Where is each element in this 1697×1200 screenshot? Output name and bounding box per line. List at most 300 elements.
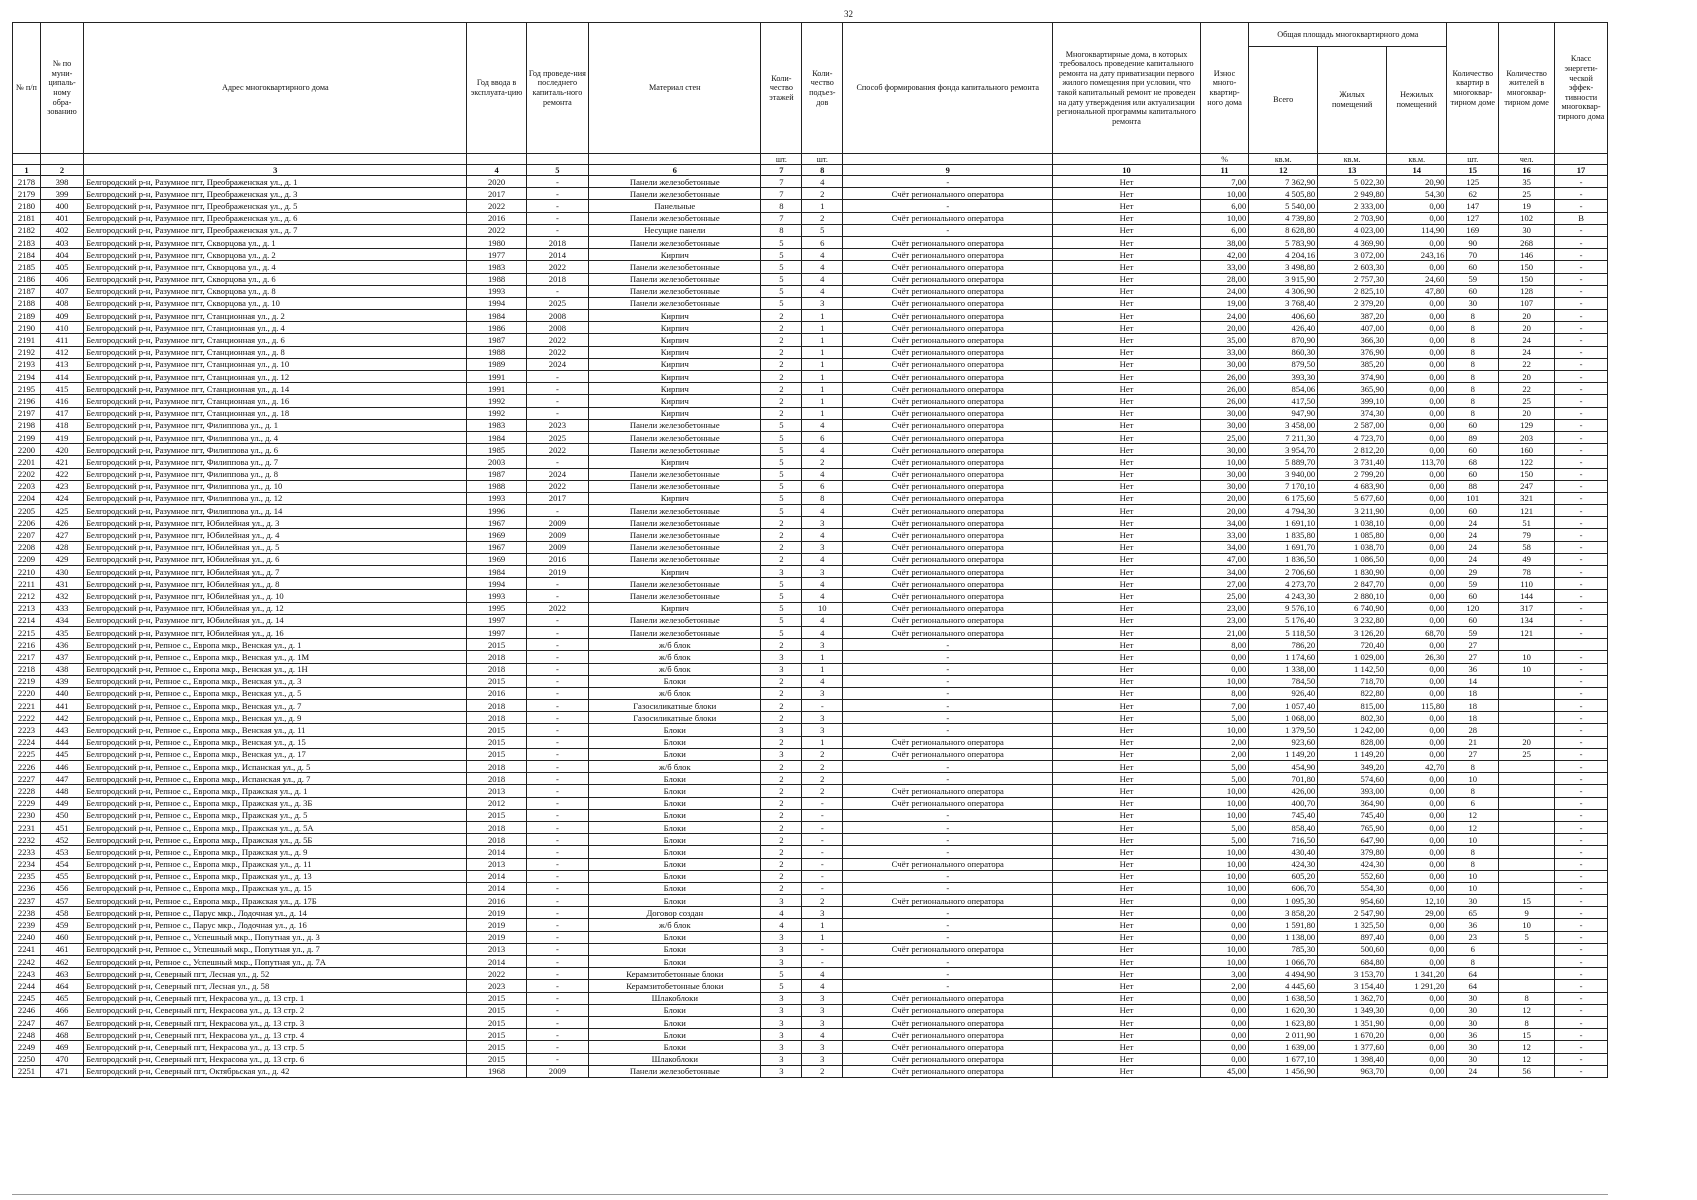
cell-wear: 8,00 [1200, 687, 1248, 699]
cell-row-num: 2205 [13, 505, 41, 517]
cell-row-num: 2220 [13, 687, 41, 699]
cell-floors: 2 [761, 809, 802, 821]
cell-year-built: 1980 [467, 236, 526, 248]
cell-floors: 2 [761, 761, 802, 773]
cell-year-repair: - [526, 834, 588, 846]
cell-energy-class: - [1555, 1053, 1608, 1065]
cell-area-living: 897,40 [1318, 931, 1387, 943]
cell-repair-required: Нет [1053, 761, 1201, 773]
cell-area-total: 605,20 [1249, 870, 1318, 882]
table-row [13, 541, 1608, 553]
cell-area-total: 1 620,30 [1249, 1004, 1318, 1016]
cell-municipal-num: 438 [41, 663, 84, 675]
cell-area-living: 2 825,10 [1318, 285, 1387, 297]
cell-municipal-num: 398 [41, 176, 84, 188]
cell-area-total: 854,06 [1249, 383, 1318, 395]
cell-residents [1499, 834, 1555, 846]
cell-wear: 8,00 [1200, 639, 1248, 651]
cell-area-living: 3 211,90 [1318, 505, 1387, 517]
cell-wall-material: Блоки [589, 858, 761, 870]
cell-energy-class: - [1555, 895, 1608, 907]
cell-row-num: 2224 [13, 736, 41, 748]
cell-residents: 144 [1499, 590, 1555, 602]
cell-area-total: 7 170,10 [1249, 480, 1318, 492]
cell-row-num: 2203 [13, 480, 41, 492]
cell-wear: 21,00 [1200, 626, 1248, 638]
cell-energy-class: - [1555, 297, 1608, 309]
column-number: 2 [41, 165, 84, 176]
cell-wall-material: Блоки [589, 736, 761, 748]
cell-entrances: - [802, 700, 843, 712]
cell-fund-method: - [843, 176, 1053, 188]
cell-wall-material: Панельные [589, 200, 761, 212]
header-floors: Коли-чество этажей [761, 23, 802, 154]
cell-municipal-num: 419 [41, 431, 84, 443]
cell-year-built: 1991 [467, 371, 526, 383]
cell-area-living: 1 830,90 [1318, 566, 1387, 578]
cell-fund-method: - [843, 761, 1053, 773]
cell-residents [1499, 724, 1555, 736]
cell-year-repair: 2009 [526, 1065, 588, 1077]
cell-area-living: 407,00 [1318, 322, 1387, 334]
table-row [13, 700, 1608, 712]
cell-year-repair: 2014 [526, 249, 588, 261]
cell-municipal-num: 429 [41, 553, 84, 565]
cell-energy-class: - [1555, 675, 1608, 687]
cell-repair-required: Нет [1053, 980, 1201, 992]
table-row [13, 919, 1608, 931]
cell-fund-method: Счёт регионального оператора [843, 943, 1053, 955]
cell-energy-class: - [1555, 809, 1608, 821]
cell-residents: 20 [1499, 322, 1555, 334]
cell-area-nonliving: 0,00 [1387, 468, 1447, 480]
cell-wall-material: Панели железобетонные [589, 297, 761, 309]
cell-energy-class: - [1555, 456, 1608, 468]
table-row [13, 626, 1608, 638]
cell-wall-material: Кирпич [589, 322, 761, 334]
cell-apartments: 24 [1447, 553, 1499, 565]
cell-wear: 47,00 [1200, 553, 1248, 565]
cell-apartments: 101 [1447, 492, 1499, 504]
cell-row-num: 2242 [13, 956, 41, 968]
header-municipal-num: № по муни-ципаль-ному обра-зованию [41, 23, 84, 154]
cell-entrances: 1 [802, 310, 843, 322]
cell-apartments: 23 [1447, 931, 1499, 943]
cell-year-built: 2013 [467, 858, 526, 870]
cell-area-nonliving: 0,00 [1387, 212, 1447, 224]
cell-row-num: 2186 [13, 273, 41, 285]
cell-municipal-num: 399 [41, 188, 84, 200]
cell-wear: 0,00 [1200, 931, 1248, 943]
cell-year-repair: 2022 [526, 480, 588, 492]
cell-residents: 268 [1499, 236, 1555, 248]
cell-energy-class: - [1555, 724, 1608, 736]
cell-area-nonliving: 0,00 [1387, 663, 1447, 675]
cell-area-living: 554,30 [1318, 882, 1387, 894]
cell-floors: 5 [761, 456, 802, 468]
cell-year-repair: - [526, 456, 588, 468]
cell-wear: 10,00 [1200, 188, 1248, 200]
cell-fund-method: Счёт регионального оператора [843, 748, 1053, 760]
cell-year-built: 1994 [467, 297, 526, 309]
cell-repair-required: Нет [1053, 1029, 1201, 1041]
cell-entrances: 3 [802, 639, 843, 651]
cell-wall-material: Блоки [589, 724, 761, 736]
cell-apartments: 36 [1447, 663, 1499, 675]
cell-repair-required: Нет [1053, 773, 1201, 785]
cell-wall-material: Шлакоблоки [589, 992, 761, 1004]
cell-repair-required: Нет [1053, 261, 1201, 273]
cell-year-repair: - [526, 1041, 588, 1053]
cell-energy-class: - [1555, 578, 1608, 590]
cell-wall-material: Кирпич [589, 249, 761, 261]
cell-year-built: 2022 [467, 224, 526, 236]
cell-apartments: 8 [1447, 761, 1499, 773]
cell-row-num: 2193 [13, 358, 41, 370]
cell-residents: 121 [1499, 505, 1555, 517]
cell-area-total: 947,90 [1249, 407, 1318, 419]
cell-area-nonliving: 0,00 [1387, 602, 1447, 614]
cell-area-living: 822,80 [1318, 687, 1387, 699]
cell-row-num: 2249 [13, 1041, 41, 1053]
cell-fund-method: Счёт регионального оператора [843, 383, 1053, 395]
column-number: 11 [1200, 165, 1248, 176]
cell-area-nonliving: 0,00 [1387, 578, 1447, 590]
cell-apartments: 65 [1447, 907, 1499, 919]
cell-area-total: 4 494,90 [1249, 968, 1318, 980]
cell-floors: 3 [761, 724, 802, 736]
cell-residents: 8 [1499, 992, 1555, 1004]
cell-municipal-num: 434 [41, 614, 84, 626]
cell-address: Белгородский р-н, Репное с., Европа мкр., Пражская ул., д. 1 [84, 785, 467, 797]
cell-repair-required: Нет [1053, 1041, 1201, 1053]
cell-row-num: 2223 [13, 724, 41, 736]
table-row [13, 188, 1608, 200]
cell-fund-method: Счёт регионального оператора [843, 1029, 1053, 1041]
cell-fund-method: Счёт регионального оператора [843, 614, 1053, 626]
cell-apartments: 60 [1447, 285, 1499, 297]
cell-area-living: 552,60 [1318, 870, 1387, 882]
cell-apartments: 12 [1447, 809, 1499, 821]
cell-year-repair: 2022 [526, 444, 588, 456]
cell-entrances: 3 [802, 712, 843, 724]
table-row [13, 834, 1608, 846]
cell-energy-class: - [1555, 236, 1608, 248]
cell-year-built: 2018 [467, 700, 526, 712]
cell-energy-class: - [1555, 785, 1608, 797]
table-row [13, 346, 1608, 358]
cell-fund-method: - [843, 712, 1053, 724]
cell-year-built: 2015 [467, 1004, 526, 1016]
cell-floors: 3 [761, 992, 802, 1004]
cell-wall-material: Панели железобетонные [589, 578, 761, 590]
table-row [13, 639, 1608, 651]
cell-wear: 26,00 [1200, 395, 1248, 407]
cell-address: Белгородский р-н, Репное с., Европа мкр., Пражская ул., д. 15 [84, 882, 467, 894]
cell-apartments: 21 [1447, 736, 1499, 748]
cell-area-nonliving: 54,30 [1387, 188, 1447, 200]
table-row [13, 1004, 1608, 1016]
cell-fund-method: - [843, 773, 1053, 785]
cell-repair-required: Нет [1053, 712, 1201, 724]
cell-repair-required: Нет [1053, 249, 1201, 261]
cell-residents: 51 [1499, 517, 1555, 529]
cell-wall-material: ж/б блок [589, 639, 761, 651]
cell-address: Белгородский р-н, Разумное пгт, Филиппова ул., д. 6 [84, 444, 467, 456]
cell-fund-method: Счёт регионального оператора [843, 1016, 1053, 1028]
cell-year-repair: - [526, 992, 588, 1004]
cell-address: Белгородский р-н, Разумное пгт, Скворцова ул., д. 2 [84, 249, 467, 261]
cell-fund-method: Счёт регионального оператора [843, 371, 1053, 383]
cell-fund-method: Счёт регионального оператора [843, 322, 1053, 334]
cell-year-built: 2018 [467, 663, 526, 675]
cell-address: Белгородский р-н, Разумное пгт, Станционная ул., д. 8 [84, 346, 467, 358]
cell-year-repair: - [526, 1029, 588, 1041]
cell-energy-class: - [1555, 748, 1608, 760]
cell-area-nonliving: 0,00 [1387, 931, 1447, 943]
cell-wear: 7,00 [1200, 700, 1248, 712]
cell-wear: 10,00 [1200, 882, 1248, 894]
cell-year-built: 2022 [467, 200, 526, 212]
cell-wall-material: ж/б блок [589, 651, 761, 663]
cell-residents: 150 [1499, 261, 1555, 273]
cell-year-repair: - [526, 1004, 588, 1016]
cell-area-nonliving: 0,00 [1387, 541, 1447, 553]
cell-apartments: 60 [1447, 468, 1499, 480]
cell-area-living: 349,20 [1318, 761, 1387, 773]
cell-area-living: 5 022,30 [1318, 176, 1387, 188]
table-row [13, 614, 1608, 626]
cell-row-num: 2230 [13, 809, 41, 821]
cell-wear: 10,00 [1200, 956, 1248, 968]
cell-area-total: 5 118,50 [1249, 626, 1318, 638]
header-area-living: Жилых помещений [1318, 47, 1387, 154]
cell-address: Белгородский р-н, Репное с., Европа мкр., Венская ул., д. 17 [84, 748, 467, 760]
cell-wear: 10,00 [1200, 846, 1248, 858]
cell-wall-material: Панели железобетонные [589, 517, 761, 529]
cell-area-total: 7 362,90 [1249, 176, 1318, 188]
cell-row-num: 2211 [13, 578, 41, 590]
cell-apartments: 147 [1447, 200, 1499, 212]
cell-entrances: - [802, 956, 843, 968]
cell-address: Белгородский р-н, Разумное пгт, Филиппова ул., д. 1 [84, 419, 467, 431]
cell-area-total: 4 204,16 [1249, 249, 1318, 261]
cell-wear: 0,00 [1200, 651, 1248, 663]
cell-wear: 20,00 [1200, 322, 1248, 334]
cell-residents [1499, 785, 1555, 797]
cell-row-num: 2207 [13, 529, 41, 541]
cell-floors: 2 [761, 371, 802, 383]
cell-year-built: 2022 [467, 968, 526, 980]
cell-year-built: 2014 [467, 870, 526, 882]
cell-wear: 24,00 [1200, 285, 1248, 297]
cell-area-nonliving: 0,00 [1387, 882, 1447, 894]
cell-year-repair: - [526, 968, 588, 980]
cell-energy-class: - [1555, 773, 1608, 785]
cell-area-total: 1 835,80 [1249, 529, 1318, 541]
cell-row-num: 2182 [13, 224, 41, 236]
cell-row-num: 2240 [13, 931, 41, 943]
cell-area-nonliving: 0,00 [1387, 371, 1447, 383]
cell-year-repair: - [526, 176, 588, 188]
cell-residents [1499, 882, 1555, 894]
cell-residents: 19 [1499, 200, 1555, 212]
cell-municipal-num: 400 [41, 200, 84, 212]
cell-energy-class: - [1555, 346, 1608, 358]
cell-area-nonliving: 0,00 [1387, 785, 1447, 797]
cell-municipal-num: 404 [41, 249, 84, 261]
cell-floors: 5 [761, 590, 802, 602]
table-row [13, 943, 1608, 955]
cell-municipal-num: 446 [41, 761, 84, 773]
cell-repair-required: Нет [1053, 626, 1201, 638]
cell-address: Белгородский р-н, Репное с., Европа мкр., Пражская ул., д. 13 [84, 870, 467, 882]
cell-year-built: 2014 [467, 882, 526, 894]
cell-fund-method: - [843, 846, 1053, 858]
cell-residents: 8 [1499, 1016, 1555, 1028]
cell-entrances: - [802, 846, 843, 858]
header-repair-required: Многоквартирные дома, в которых требовалось проведение капитального ремонта на дату приватизации первого жилого помещения при условии, что такой капитальный ремонт не проведен на дату утверждения или актуализации региональной программы капитального ремонта [1053, 23, 1201, 154]
cell-fund-method: Счёт регионального оператора [843, 895, 1053, 907]
cell-address: Белгородский р-н, Разумное пгт, Филиппова ул., д. 4 [84, 431, 467, 443]
cell-area-nonliving: 0,00 [1387, 614, 1447, 626]
cell-wear: 0,00 [1200, 663, 1248, 675]
cell-year-repair: - [526, 870, 588, 882]
cell-energy-class: - [1555, 858, 1608, 870]
cell-residents [1499, 858, 1555, 870]
table-row [13, 322, 1608, 334]
cell-area-living: 374,30 [1318, 407, 1387, 419]
cell-wear: 38,00 [1200, 236, 1248, 248]
cell-repair-required: Нет [1053, 736, 1201, 748]
cell-energy-class: - [1555, 931, 1608, 943]
cell-entrances: 4 [802, 505, 843, 517]
cell-apartments: 18 [1447, 700, 1499, 712]
cell-municipal-num: 424 [41, 492, 84, 504]
cell-year-built: 2015 [467, 724, 526, 736]
cell-year-repair: - [526, 224, 588, 236]
cell-wear: 33,00 [1200, 261, 1248, 273]
cell-year-built: 2015 [467, 1029, 526, 1041]
cell-energy-class: - [1555, 334, 1608, 346]
cell-year-repair: 2018 [526, 273, 588, 285]
cell-year-built: 2012 [467, 797, 526, 809]
cell-repair-required: Нет [1053, 310, 1201, 322]
cell-repair-required: Нет [1053, 188, 1201, 200]
cell-floors: 5 [761, 578, 802, 590]
cell-year-built: 2015 [467, 1041, 526, 1053]
cell-row-num: 2187 [13, 285, 41, 297]
cell-year-repair: 2022 [526, 261, 588, 273]
cell-year-repair: - [526, 724, 588, 736]
cell-row-num: 2241 [13, 943, 41, 955]
cell-municipal-num: 459 [41, 919, 84, 931]
header-area-nonliving: Нежилых помещений [1387, 47, 1447, 154]
cell-row-num: 2192 [13, 346, 41, 358]
cell-row-num: 2198 [13, 419, 41, 431]
cell-row-num: 2214 [13, 614, 41, 626]
cell-municipal-num: 444 [41, 736, 84, 748]
column-numbers-row [13, 165, 1608, 176]
cell-repair-required: Нет [1053, 956, 1201, 968]
cell-wall-material: Кирпич [589, 456, 761, 468]
cell-repair-required: Нет [1053, 358, 1201, 370]
cell-address: Белгородский р-н, Разумное пгт, Преображенская ул., д. 6 [84, 212, 467, 224]
table-row [13, 761, 1608, 773]
cell-wall-material: Блоки [589, 1029, 761, 1041]
column-number: 8 [802, 165, 843, 176]
cell-entrances: 4 [802, 590, 843, 602]
cell-floors: 5 [761, 444, 802, 456]
cell-wall-material: Панели железобетонные [589, 176, 761, 188]
cell-municipal-num: 402 [41, 224, 84, 236]
cell-area-living: 1 242,00 [1318, 724, 1387, 736]
cell-wall-material: Кирпич [589, 602, 761, 614]
cell-area-nonliving: 68,70 [1387, 626, 1447, 638]
cell-apartments: 12 [1447, 821, 1499, 833]
cell-wear: 2,00 [1200, 748, 1248, 760]
cell-area-total: 1 591,80 [1249, 919, 1318, 931]
cell-area-living: 1 349,30 [1318, 1004, 1387, 1016]
cell-residents: 110 [1499, 578, 1555, 590]
table-row [13, 285, 1608, 297]
cell-fund-method: - [843, 687, 1053, 699]
cell-wall-material: Шлакоблоки [589, 1053, 761, 1065]
cell-row-num: 2209 [13, 553, 41, 565]
cell-residents: 56 [1499, 1065, 1555, 1077]
cell-municipal-num: 442 [41, 712, 84, 724]
cell-area-living: 828,00 [1318, 736, 1387, 748]
cell-wear: 5,00 [1200, 834, 1248, 846]
cell-wall-material: Панели железобетонные [589, 505, 761, 517]
column-number: 7 [761, 165, 802, 176]
cell-area-living: 393,00 [1318, 785, 1387, 797]
cell-fund-method: Счёт регионального оператора [843, 212, 1053, 224]
cell-wall-material: Керамзитобетонные блоки [589, 968, 761, 980]
cell-row-num: 2213 [13, 602, 41, 614]
cell-row-num: 2184 [13, 249, 41, 261]
cell-wear: 33,00 [1200, 529, 1248, 541]
cell-row-num: 2190 [13, 322, 41, 334]
cell-area-living: 3 072,00 [1318, 249, 1387, 261]
header-residents: Количество жителей в многоквар-тирном доме [1499, 23, 1555, 154]
cell-wall-material: Блоки [589, 1004, 761, 1016]
unit-floors: шт. [761, 154, 802, 165]
cell-row-num: 2217 [13, 651, 41, 663]
cell-year-built: 2017 [467, 188, 526, 200]
cell-municipal-num: 452 [41, 834, 84, 846]
cell-municipal-num: 460 [41, 931, 84, 943]
table-row [13, 773, 1608, 785]
cell-residents: 247 [1499, 480, 1555, 492]
table-row [13, 529, 1608, 541]
cell-fund-method: - [843, 919, 1053, 931]
cell-floors: 3 [761, 566, 802, 578]
cell-entrances: 3 [802, 1041, 843, 1053]
table-header [13, 23, 1608, 176]
table-row [13, 809, 1608, 821]
cell-area-nonliving: 0,00 [1387, 383, 1447, 395]
header-entrances: Коли-чество подъез-дов [802, 23, 843, 154]
cell-floors: 2 [761, 858, 802, 870]
cell-residents [1499, 675, 1555, 687]
cell-residents: 22 [1499, 358, 1555, 370]
cell-year-repair: - [526, 675, 588, 687]
cell-area-living: 2 799,20 [1318, 468, 1387, 480]
cell-address: Белгородский р-н, Репное с., Европа мкр., Венская ул., д. 1Н [84, 663, 467, 675]
cell-wall-material: Панели железобетонные [589, 468, 761, 480]
cell-municipal-num: 469 [41, 1041, 84, 1053]
